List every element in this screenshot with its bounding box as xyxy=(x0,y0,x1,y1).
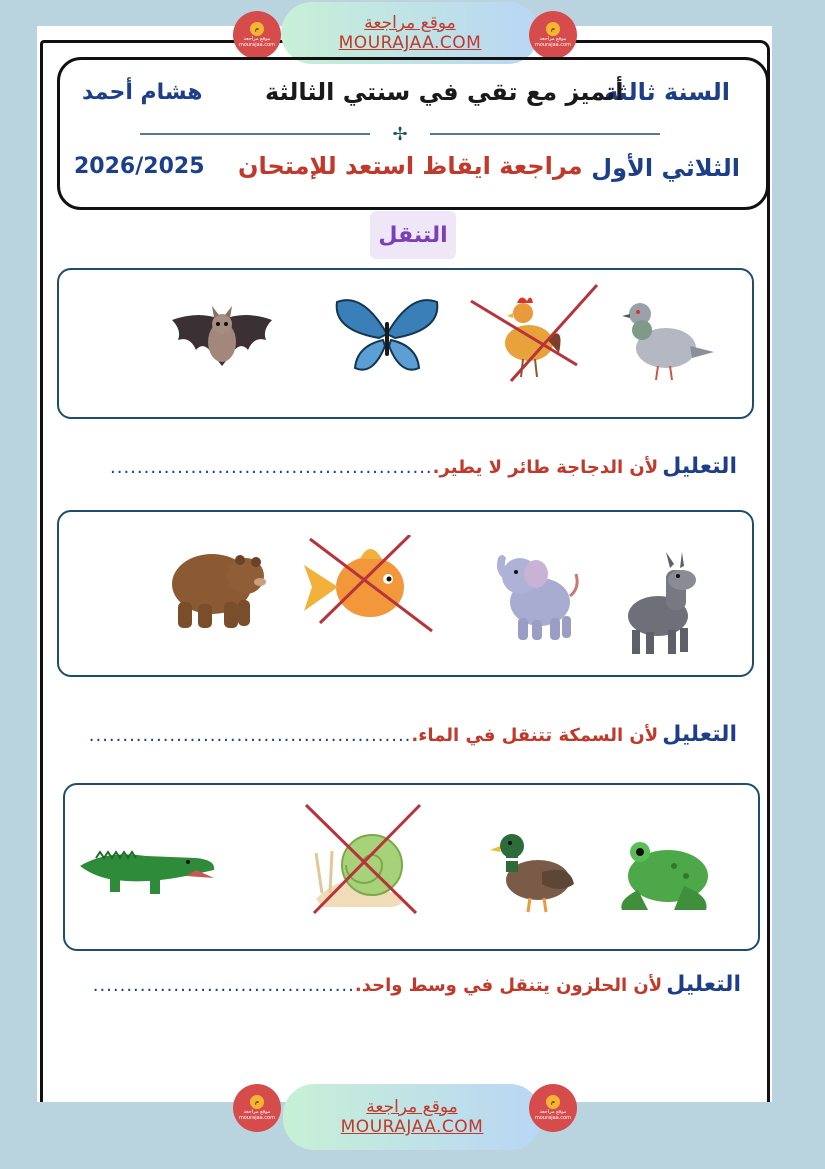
bat-icon xyxy=(170,300,274,374)
answer-text-1[interactable]: لأن الدجاجة طائر لا يطير. xyxy=(432,457,659,478)
answer-dots-3: ....................................... xyxy=(92,975,355,996)
snail-icon xyxy=(302,803,422,917)
site-logo-left[interactable]: م موقع مراجعة mourajaa.com xyxy=(233,11,281,59)
grade-label: السنة ثالثة xyxy=(604,78,730,106)
rooster-icon xyxy=(467,283,599,383)
site-badge-ar[interactable]: موقع مراجعة xyxy=(364,13,456,33)
bear-icon xyxy=(166,540,270,632)
worksheet-subtitle: مراجعة ايقاظ استعد للإمتحان xyxy=(238,152,583,180)
pigeon-icon xyxy=(620,290,716,384)
answer-dots-1: ................................................ xyxy=(110,457,433,478)
duck-icon xyxy=(490,824,578,916)
answer-row-2 xyxy=(89,722,737,747)
donkey-icon xyxy=(620,550,704,658)
answer-text-2[interactable]: لأن السمكة تتنقل في الماء. xyxy=(411,725,659,746)
worksheet-header xyxy=(57,57,769,210)
site-badge-top[interactable] xyxy=(281,2,539,64)
answer-text-3[interactable]: لأن الحلزون يتنقل في وسط واحد. xyxy=(354,975,663,996)
answer-label-3: التعليل xyxy=(666,972,741,997)
answer-label-2: التعليل xyxy=(662,722,737,747)
butterfly-icon xyxy=(333,296,441,376)
school-year: 2026/2025 xyxy=(74,154,205,179)
section-title: التنقل xyxy=(370,211,456,259)
answer-label-1: التعليل xyxy=(662,454,737,479)
term-label: الثلاثي الأول xyxy=(591,154,740,182)
crocodile-icon xyxy=(76,836,218,900)
site-logo-bottom-right[interactable]: م موقع مراجعة mourajaa.com xyxy=(529,1084,577,1132)
elephant-icon xyxy=(492,544,580,646)
header-divider xyxy=(140,124,660,144)
site-badge-bottom[interactable] xyxy=(283,1084,541,1150)
answer-row-1 xyxy=(110,454,737,479)
fish-icon xyxy=(300,535,436,635)
site-badge-en[interactable]: MOURAJAA.COM xyxy=(338,33,482,53)
site-badge-bottom-en[interactable]: MOURAJAA.COM xyxy=(340,1117,484,1137)
frog-icon xyxy=(614,830,714,916)
answer-dots-2: ................................................ xyxy=(88,725,412,746)
svg-text:✢: ✢ xyxy=(392,124,408,144)
worksheet-title: أتميز مع تقي في سنتي الثالثة xyxy=(265,78,624,106)
site-logo-right[interactable]: م موقع مراجعة mourajaa.com xyxy=(529,11,577,59)
site-logo-bottom-left[interactable]: م موقع مراجعة mourajaa.com xyxy=(233,1084,281,1132)
site-badge-bottom-ar[interactable]: موقع مراجعة xyxy=(366,1097,458,1117)
teacher-name: هشام أحمد xyxy=(82,80,203,105)
answer-row-3 xyxy=(93,972,741,997)
